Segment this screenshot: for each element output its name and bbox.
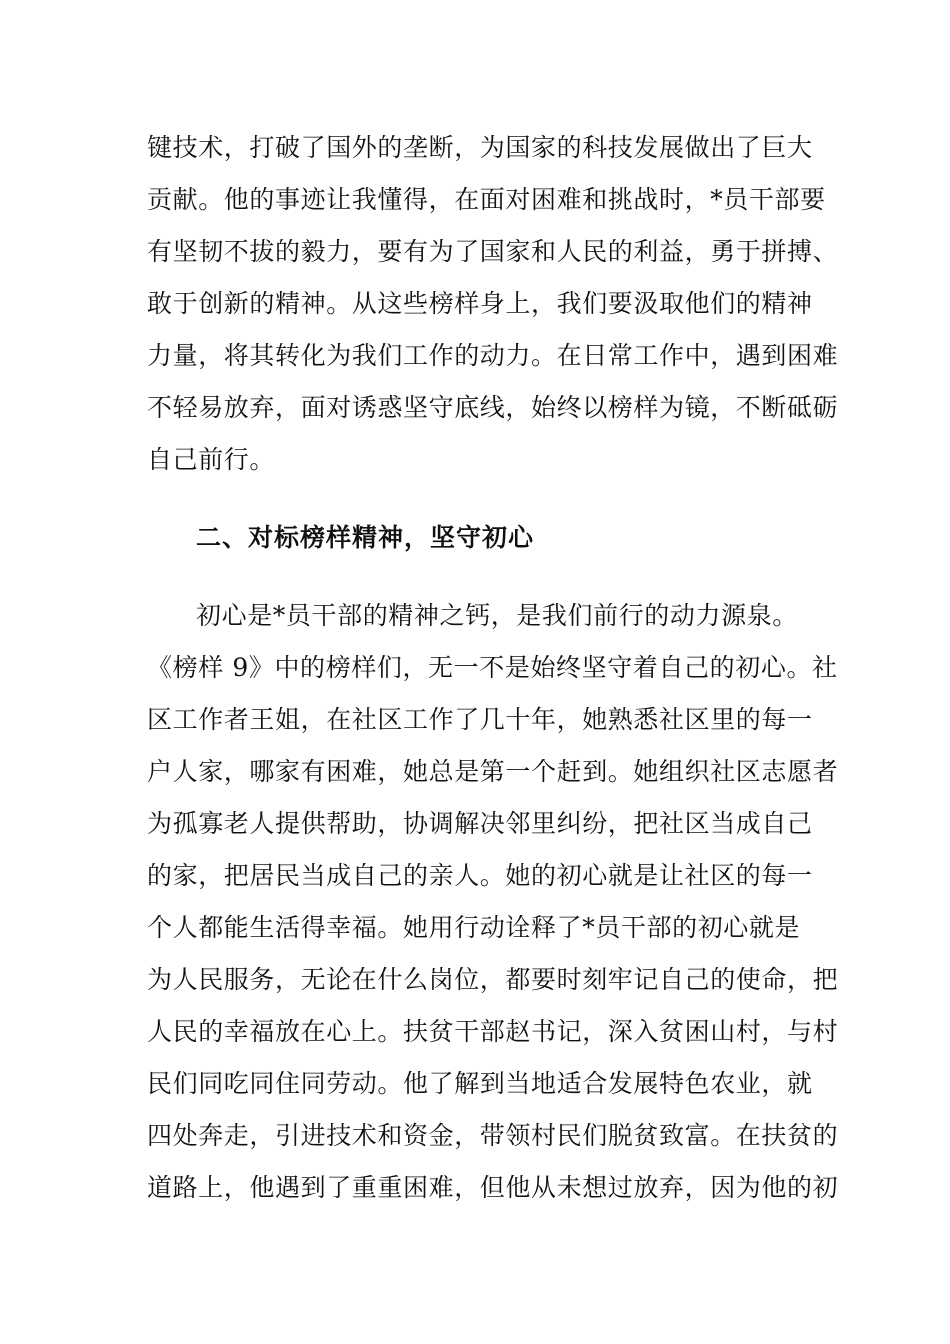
paragraph-1-line: 贡献。他的事迹让我懂得，在面对困难和挑战时，*员干部要 <box>147 185 826 214</box>
paragraph-2-line: 户人家，哪家有困难，她总是第一个赶到。她组织社区志愿者 <box>147 757 839 786</box>
paragraph-2-line: 的家，把居民当成自己的亲人。她的初心就是让社区的每一 <box>147 861 813 890</box>
paragraph-1-line: 敢于创新的精神。从这些榜样身上，我们要汲取他们的精神 <box>147 289 813 318</box>
paragraph-2-line: 民们同吃同住同劳动。他了解到当地适合发展特色农业，就 <box>147 1069 813 1098</box>
paragraph-2-line: 区工作者王姐，在社区工作了几十年，她熟悉社区里的每一 <box>147 705 813 734</box>
paragraph-2-line: 道路上，他遇到了重重困难，但他从未想过放弃，因为他的初 <box>147 1173 839 1202</box>
paragraph-2-line: 四处奔走，引进技术和资金，带领村民们脱贫致富。在扶贫的 <box>147 1121 839 1150</box>
paragraph-2-line: 为孤寡老人提供帮助，协调解决邻里纠纷，把社区当成自己 <box>147 809 813 838</box>
paragraph-2-line: 为人民服务，无论在什么岗位，都要时刻牢记自己的使命，把 <box>147 965 839 994</box>
section-heading: 二、对标榜样精神，坚守初心 <box>196 523 535 552</box>
paragraph-2-line: 《榜样 9》中的榜样们，无一不是始终坚守着自己的初心。社 <box>147 653 838 682</box>
paragraph-1-line: 自己前行。 <box>147 445 276 474</box>
paragraph-1-line: 键技术，打破了国外的垄断，为国家的科技发展做出了巨大 <box>147 133 813 162</box>
paragraph-2-line: 初心是*员干部的精神之钙，是我们前行的动力源泉。 <box>196 601 798 630</box>
paragraph-1-line: 不轻易放弃，面对诱惑坚守底线，始终以榜样为镜，不断砥砺 <box>147 393 839 422</box>
paragraph-2-line: 个人都能生活得幸福。她用行动诠释了*员干部的初心就是 <box>147 913 801 942</box>
paragraph-1-line: 力量，将其转化为我们工作的动力。在日常工作中，遇到困难 <box>147 341 839 370</box>
paragraph-2-line: 人民的幸福放在心上。扶贫干部赵书记，深入贫困山村，与村 <box>147 1017 839 1046</box>
paragraph-1-line: 有坚韧不拔的毅力，要有为了国家和人民的利益，勇于拼搏、 <box>147 237 839 266</box>
